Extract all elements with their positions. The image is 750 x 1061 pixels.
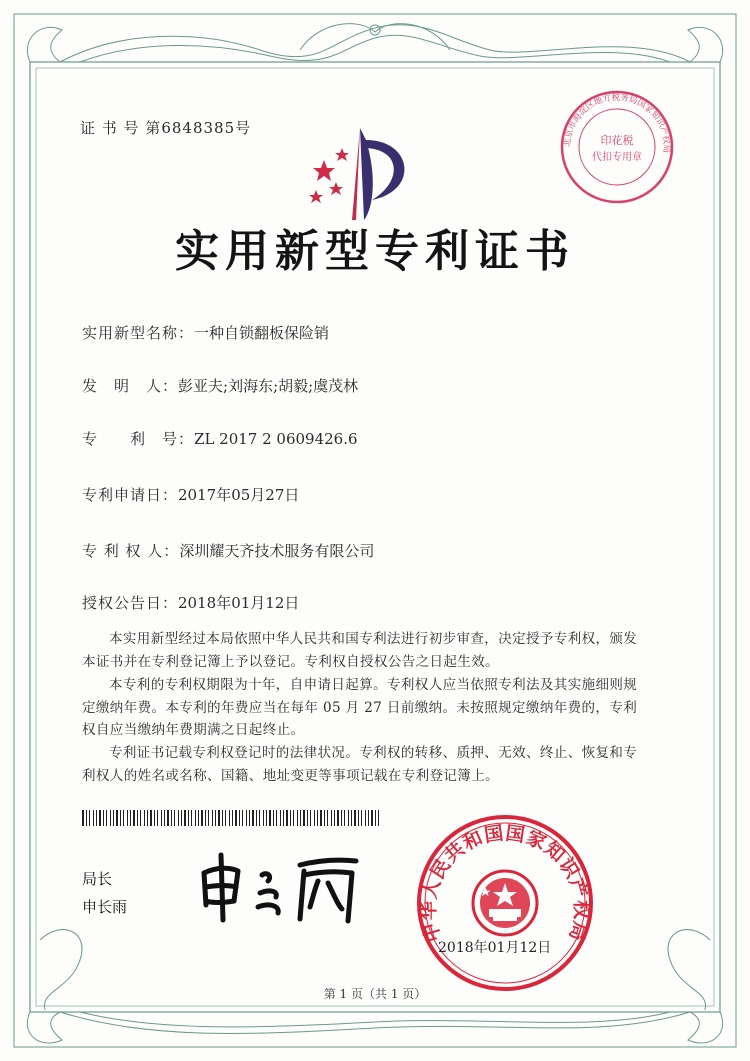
barcode-bar <box>133 810 135 826</box>
barcode-bar <box>371 810 373 826</box>
barcode-bar <box>348 810 349 826</box>
barcode-bar <box>297 810 298 826</box>
official-seal <box>415 813 595 993</box>
field-patent-number <box>82 428 358 449</box>
barcode-bar <box>303 810 305 826</box>
barcode-bar <box>191 810 192 826</box>
field-label: 实用新型名称： <box>82 324 195 342</box>
barcode-bar <box>225 810 226 826</box>
tax-stamp-line2: 代扣专用章 <box>592 152 642 163</box>
barcode-bar <box>246 810 247 826</box>
barcode-bar <box>314 810 315 826</box>
barcode-bar <box>123 810 124 826</box>
barcode-bar <box>375 810 376 826</box>
field-grant-date <box>82 592 299 613</box>
barcode-bar <box>150 810 152 826</box>
barcode-bar <box>195 810 196 826</box>
certificate-number-suffix: 号 <box>235 119 252 137</box>
national-emblem-icon <box>473 871 537 935</box>
barcode-bar <box>361 810 362 826</box>
barcode-bar <box>154 810 155 826</box>
barcode-bar <box>174 810 175 826</box>
barcode-bar <box>263 810 264 826</box>
barcode-bar <box>116 810 118 826</box>
tax-stamp-line1: 印花税 <box>600 134 634 147</box>
barcode-bar <box>93 810 94 826</box>
barcode-bar <box>273 810 274 826</box>
barcode-bar <box>103 810 104 826</box>
field-inventor <box>82 375 358 396</box>
barcode-bar <box>368 810 369 826</box>
barcode-bar <box>358 810 359 826</box>
director-name: 申长雨 <box>82 898 128 916</box>
barcode-bar <box>201 810 203 826</box>
field-value: 深圳耀天齐技术服务有限公司 <box>179 542 375 560</box>
field-label: 专利申请日： <box>82 486 179 504</box>
barcode-bar <box>140 810 141 826</box>
field-value: 2018年01月12日 <box>178 594 300 612</box>
barcode-bar <box>205 810 206 826</box>
body-paragraph-3: 专利证书记载专利权登记时的法律状况。专利权的转移、质押、无效、终止、恢复和专利权人的姓名或名称、国籍、地址变更等事项记载在专利登记簿上。 <box>82 745 638 784</box>
barcode-bar <box>290 810 291 826</box>
barcode-bar <box>365 810 366 826</box>
barcode-bar <box>157 810 158 826</box>
page-footer: 第 1 页（共 1 页） <box>323 987 427 1001</box>
barcode-bar <box>144 810 145 826</box>
tax-stamp-ring-text: 北京市海淀区地方税务局国家知识产权局 <box>562 92 672 154</box>
barcode-bar <box>256 810 257 826</box>
barcode-bar <box>218 810 220 826</box>
body-paragraph-2: 本专利的专利权期限为十年，自申请日起算。专利权人应当依照专利法及其实施细则规定缴纳年费。本专利的年费应当在每年 05 月 27 日前缴纳。未按照规定缴纳年费的，专利权自应当缴纳年费期满之日起终止。 <box>82 677 638 738</box>
field-patentee <box>82 540 374 561</box>
barcode-bar <box>147 810 148 826</box>
field-label: 授权公告日： <box>82 594 179 612</box>
barcode-bar <box>106 810 107 826</box>
director-signature <box>196 845 366 925</box>
barcode-bar <box>137 810 138 826</box>
barcode-bar <box>344 810 345 826</box>
barcode <box>82 810 382 826</box>
barcode-bar <box>317 810 318 826</box>
barcode-bar <box>354 810 356 826</box>
barcode-bar <box>242 810 243 826</box>
barcode-bar <box>96 810 97 826</box>
field-label: 专 利 号： <box>82 430 195 448</box>
barcode-bar <box>130 810 131 826</box>
barcode-bar <box>167 810 169 826</box>
barcode-bar <box>127 810 128 826</box>
barcode-bar <box>164 810 165 826</box>
barcode-bar <box>249 810 250 826</box>
barcode-bar <box>89 810 90 826</box>
barcode-bar <box>212 810 213 826</box>
page-title: 实用新型专利证书 <box>175 226 575 277</box>
barcode-bar <box>334 810 335 826</box>
certificate-number-value: 6848385 <box>161 119 236 137</box>
barcode-bar <box>82 810 84 826</box>
barcode-bar <box>269 810 271 826</box>
barcode-bar <box>310 810 311 826</box>
barcode-bar <box>110 810 111 826</box>
barcode-bar <box>259 810 260 826</box>
certificate-number <box>80 117 251 138</box>
director-title: 局长 <box>82 870 113 888</box>
seal-date: 2018年01月12日 <box>438 940 552 956</box>
cnipa-logo-icon <box>302 120 417 230</box>
barcode-bar <box>351 810 352 826</box>
barcode-bar <box>188 810 189 826</box>
barcode-bar <box>171 810 172 826</box>
field-value: 2017年05月27日 <box>178 486 300 504</box>
field-label: 专 利 权 人： <box>82 542 180 560</box>
barcode-bar <box>178 810 179 826</box>
barcode-bar <box>286 810 288 826</box>
tax-stamp-seal <box>558 88 676 206</box>
barcode-bar <box>120 810 121 826</box>
field-value: ZL 2017 2 0609426.6 <box>194 430 358 448</box>
field-label: 发 明 人： <box>82 377 179 395</box>
body-paragraph-1: 本实用新型经过本局依照中华人民共和国专利法进行初步审查，决定授予专利权，颁发本证书并在专利登记簿上予以登记。专利权自授权公告之日起生效。 <box>82 631 638 670</box>
certificate-number-label: 证 书 号 第 <box>80 119 162 137</box>
barcode-bar <box>229 810 230 826</box>
barcode-bar <box>181 810 182 826</box>
barcode-bar <box>293 810 294 826</box>
barcode-bar <box>215 810 216 826</box>
barcode-bar <box>239 810 240 826</box>
barcode-bar <box>184 810 186 826</box>
barcode-bar <box>341 810 342 826</box>
barcode-bar <box>222 810 223 826</box>
barcode-bar <box>300 810 301 826</box>
barcode-bar <box>324 810 325 826</box>
barcode-bar <box>337 810 339 826</box>
barcode-bar <box>276 810 277 826</box>
barcode-bar <box>86 810 87 826</box>
barcode-bar <box>307 810 308 826</box>
barcode-bar <box>378 810 379 826</box>
field-value: 彭亚夫;刘海东;胡毅;虞茂林 <box>178 377 359 395</box>
barcode-bar <box>266 810 267 826</box>
barcode-bar <box>235 810 237 826</box>
barcode-bar <box>320 810 322 826</box>
field-application-date <box>82 484 299 505</box>
barcode-bar <box>331 810 332 826</box>
barcode-bar <box>283 810 284 826</box>
barcode-bar <box>161 810 162 826</box>
field-value: 一种自锁翻板保险销 <box>194 324 330 342</box>
barcode-bar <box>327 810 328 826</box>
barcode-bar <box>99 810 101 826</box>
seal-ring-text: 中华人民共和国国家知识产权局 <box>417 822 593 945</box>
barcode-bar <box>252 810 254 826</box>
field-utility-model-name <box>82 322 329 343</box>
barcode-bar <box>280 810 281 826</box>
barcode-bar <box>198 810 199 826</box>
barcode-bar <box>232 810 233 826</box>
barcode-bar <box>208 810 209 826</box>
barcode-bar <box>113 810 114 826</box>
